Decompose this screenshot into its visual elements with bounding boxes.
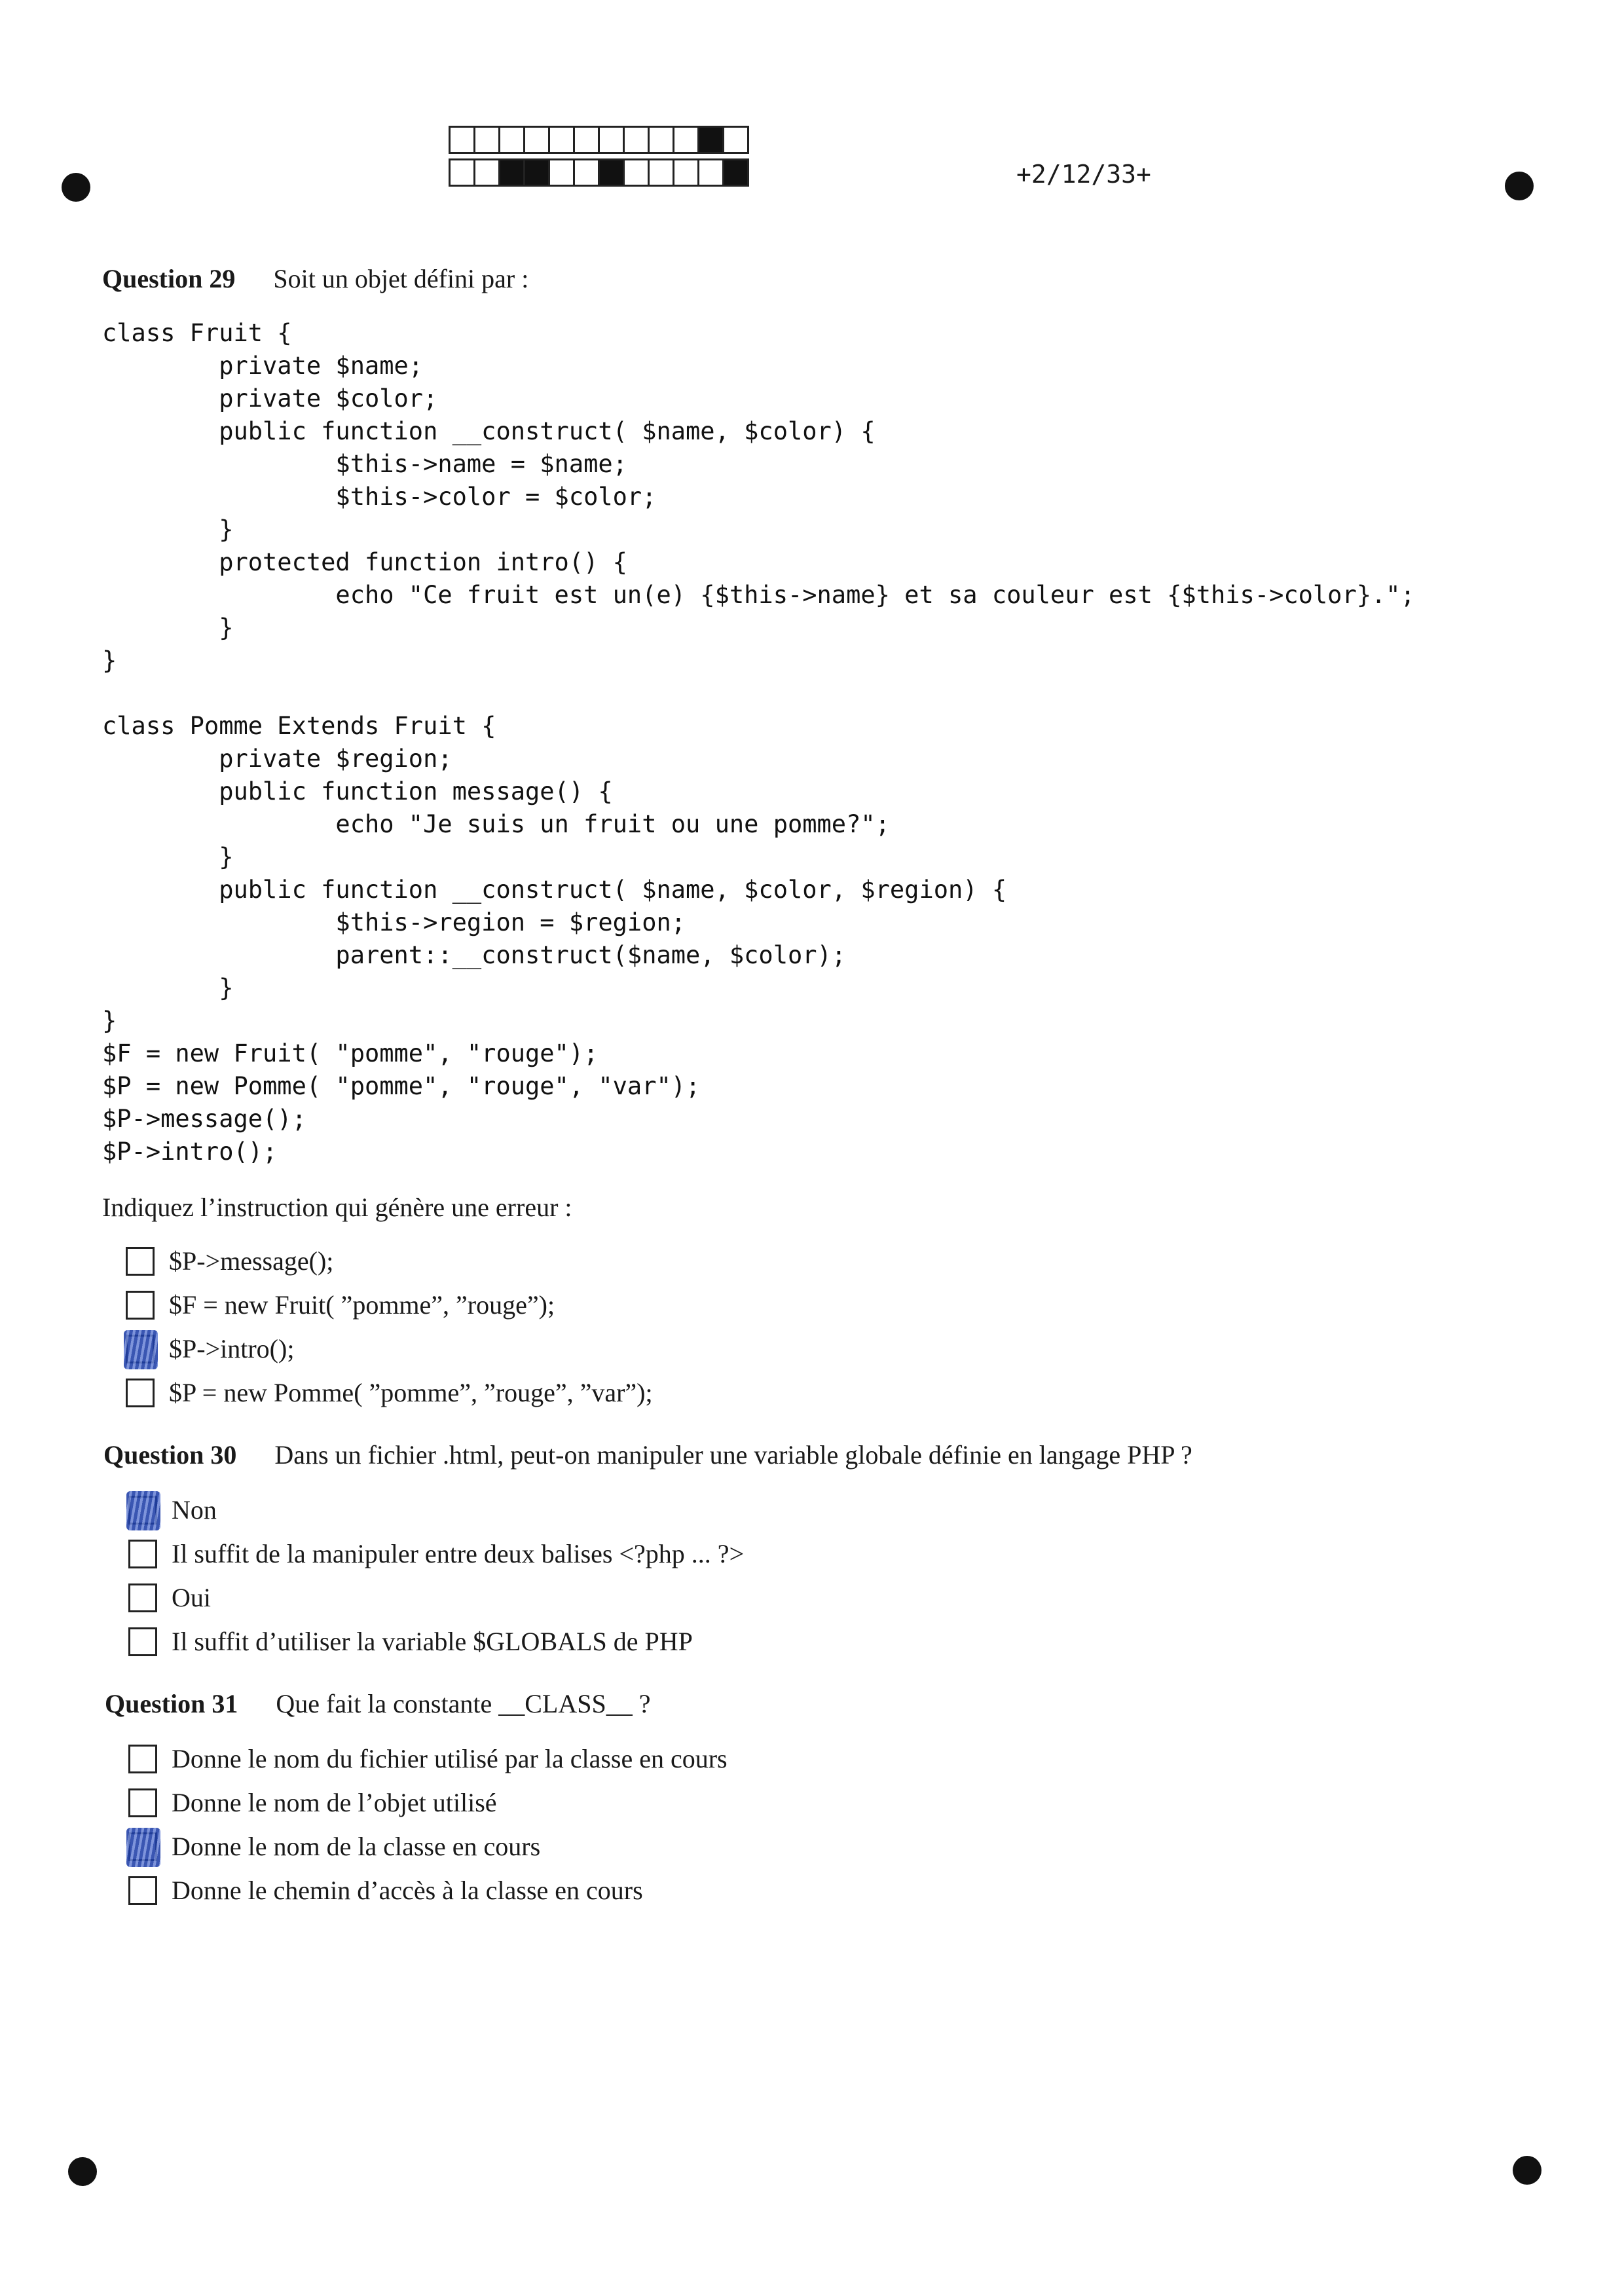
barcode-top-row [451, 126, 749, 154]
question-number: Question 30 [103, 1440, 237, 1470]
barcode-cell [623, 158, 650, 187]
answer-option[interactable] [126, 1371, 653, 1415]
answer-option[interactable] [128, 1824, 728, 1868]
question-text: Dans un fichier .html, peut-on manipuler une variable globale définie en langage PHP ? [274, 1440, 1192, 1470]
answer-label: Donne le nom de la classe en cours [172, 1832, 541, 1861]
question-29-answers [126, 1239, 653, 1415]
answer-label: Il suffit d’utiliser la variable $GLOBALS de PHP [172, 1627, 693, 1656]
answer-label: Il suffit de la manipuler entre deux balises <?php ... ?> [172, 1539, 745, 1568]
barcode-cell [697, 158, 724, 187]
barcode-cell [598, 158, 625, 187]
question-text: Soit un objet défini par : [273, 264, 529, 293]
answer-option[interactable] [128, 1868, 728, 1912]
page-identifier: +2/12/33+ [1016, 160, 1151, 189]
php-code-block: class Fruit { private $name; private $color; public function __construct( $name, $color) { $this->name = $name; $this->color = $color; } protected function intro() { echo "Ce fruit est un(e) {$this->name} et sa couleur est {$this->color}."; } } class Pomme Extends Fruit { private $region; public function message() { echo "Je suis un fruit ou une pomme?"; } public function __construct( $name, $color, $region) { $this->region = $region; parent::__construct($name, $color); } } $F = new Fruit( "pomme", "rouge"); $P = new Pomme( "pomme", "rouge", "var"); $P->message(); $P->intro(); [102, 319, 1415, 1166]
checkbox-checked[interactable] [126, 1335, 155, 1363]
answer-label: $P->intro(); [169, 1334, 295, 1363]
barcode-cell [548, 158, 575, 187]
answer-option[interactable] [126, 1327, 653, 1371]
barcode-cell [523, 158, 550, 187]
answer-label: Donne le nom de l’objet utilisé [172, 1788, 497, 1817]
barcode-cell [473, 126, 500, 154]
checkbox[interactable] [126, 1291, 155, 1320]
checkbox[interactable] [128, 1540, 157, 1568]
barcode-cell [648, 158, 674, 187]
barcode-cell [548, 126, 575, 154]
question-30-answers [128, 1488, 744, 1663]
barcode-cell [648, 126, 674, 154]
barcode-cell [523, 126, 550, 154]
question-number: Question 29 [102, 264, 236, 293]
checkbox-checked[interactable] [128, 1496, 157, 1525]
question-29-prompt: Indiquez l’instruction qui génère une erreur : [102, 1193, 572, 1222]
barcode-cell [673, 126, 699, 154]
answer-label: $P->message(); [169, 1246, 334, 1276]
answer-label: $F = new Fruit( ”pomme”, ”rouge”); [169, 1290, 555, 1320]
barcode-cell [473, 158, 500, 187]
answer-label: Donne le chemin d’accès à la classe en cours [172, 1876, 643, 1905]
barcode-cell [498, 126, 525, 154]
barcode-cell [573, 158, 600, 187]
barcode-cell [623, 126, 650, 154]
question-number: Question 31 [105, 1689, 238, 1718]
checkbox[interactable] [128, 1627, 157, 1656]
answer-option[interactable] [128, 1488, 744, 1532]
answer-option[interactable] [128, 1532, 744, 1576]
barcode-cell [498, 158, 525, 187]
question-text: Que fait la constante __CLASS__ ? [276, 1689, 651, 1718]
answer-option[interactable] [128, 1620, 744, 1663]
checkbox[interactable] [128, 1583, 157, 1612]
checkbox-checked[interactable] [128, 1832, 157, 1861]
checkbox[interactable] [128, 1876, 157, 1905]
question-29-header [102, 263, 528, 294]
corner-mark-top-left [62, 173, 90, 202]
checkbox[interactable] [128, 1745, 157, 1773]
barcode-cell [598, 126, 625, 154]
barcode-cell [673, 158, 699, 187]
question-31-answers [128, 1737, 728, 1912]
question-30-header [103, 1439, 1192, 1470]
answer-option[interactable] [126, 1283, 653, 1327]
answer-option[interactable] [128, 1737, 728, 1781]
question-31-header [105, 1688, 650, 1719]
barcode-cell [722, 126, 749, 154]
checkbox[interactable] [126, 1379, 155, 1407]
answer-option[interactable] [128, 1576, 744, 1620]
corner-mark-bottom-left [68, 2157, 97, 2186]
corner-mark-top-right [1505, 172, 1534, 200]
answer-label: Non [172, 1495, 217, 1525]
checkbox[interactable] [128, 1788, 157, 1817]
barcode-cell [449, 126, 475, 154]
answer-option[interactable] [128, 1781, 728, 1824]
barcode-cell [449, 158, 475, 187]
answer-label: Donne le nom du fichier utilisé par la classe en cours [172, 1744, 728, 1773]
corner-mark-bottom-right [1513, 2156, 1541, 2185]
barcode-cell [722, 158, 749, 187]
checkbox[interactable] [126, 1247, 155, 1276]
barcode-cell [573, 126, 600, 154]
answer-label: $P = new Pomme( ”pomme”, ”rouge”, ”var”); [169, 1378, 653, 1407]
barcode-bottom-row [451, 158, 749, 187]
answer-option[interactable] [126, 1239, 653, 1283]
answer-label: Oui [172, 1583, 211, 1612]
barcode-cell [697, 126, 724, 154]
